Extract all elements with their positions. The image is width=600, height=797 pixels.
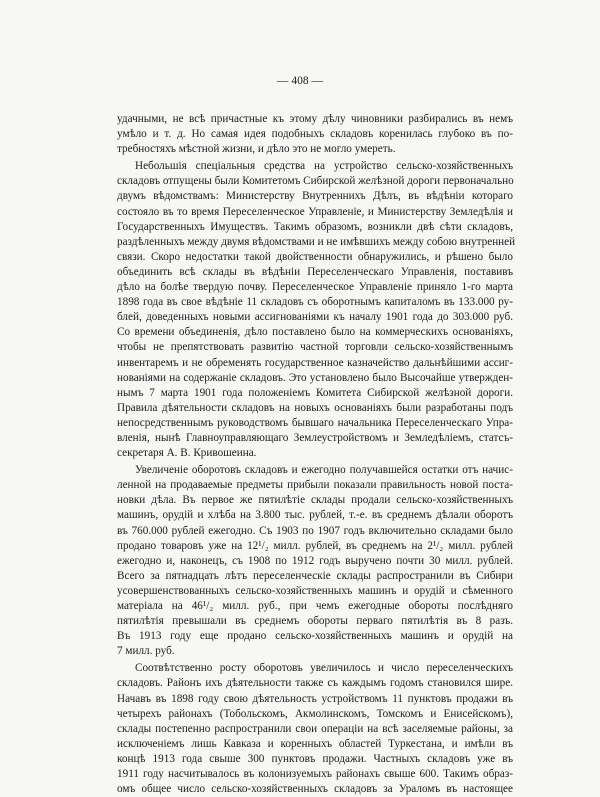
paragraph [117,112,513,157]
text-line: нованіями на содержаніе складовъ. Это установлено было Высочайше утвержден- [117,371,513,384]
text-line: Небольшія спеціальныя средства на устройство сельско-хозяйственныхъ [135,160,513,173]
paragraph [117,159,516,461]
text-line: непосредственнымъ руководствомъ бывшаго начальника Переселенческаго Упра- [117,416,513,429]
text-line: машинъ, орудій и хлѣба на 3.800 тыс. рублей, т.-е. въ среднемъ дѣлали оборотъ [117,509,513,522]
text-line: требностяхъ мѣстной жизни, и дѣло это не могло умереть. [117,143,396,156]
paragraph [117,463,513,659]
text-line: усовершенствованныхъ сельско-хозяйственныхъ машинъ и орудій и сѣменного [117,584,513,597]
text-line: новки дѣла. Въ первое же пятилѣтіе склады продали сельско-хозяйственныхъ [117,494,513,507]
text-line: продано товаровъ уже на 12¹/₂ милл. рублей, въ среднемъ на 2¹/₂ милл. рублей [117,539,513,552]
text-line: чтобы не препятствовать развитію частной торговли сельско-хозяйственнымъ [117,341,513,354]
text-line: связи. Скоро недостатки такой двойственности обнаружились, и рѣшено было [117,250,513,263]
text-line: 1911 году насчитывалось въ колонизуемыхъ районахъ свыше 600. Такимъ образ- [117,768,513,781]
text-line: въ 760.000 рублей ежегодно. Съ 1903 по 1907 годъ включительно складами было [117,524,513,537]
text-line: нымъ 7 марта 1901 года положеніемъ Комитета Сибирской желѣзной дороги. [117,386,513,399]
text-line: ежегодно и, наконецъ, съ 1908 по 1912 годъ выручено почти 30 милл. рублей. [117,554,513,567]
text-line: четырехъ районахъ (Тобольскомъ, Акмолинскомъ, Томскомъ и Енисейскомъ), [117,707,513,720]
text-line: умѣло и т. д. Но самая идея подобныхъ складовъ коренилась глубоко въ по- [117,128,513,141]
text-line: пятилѣтія превышали въ среднемъ обороты перваго пятилѣтія въ 8 разъ. [117,615,513,628]
text-line: состояло въ то время Переселенческое Управленіе, и Министерству Земледѣлія и [117,205,513,218]
text-line: вленія, нынѣ Главноуправляющаго Землеустройствомъ и Земледѣліемъ, статсъ- [117,431,513,444]
page-number-header: — 408 — [277,75,323,87]
text-line: матеріала на 46¹/₂ милл. руб., при чемъ ежегодные обороты послѣдняго [117,600,513,612]
text-line: секретаря А. В. Кривошеина. [117,447,257,460]
text-line: блей, доведенныхъ новыми ассигнованіями къ началу 1901 года до 303.000 руб. [117,311,513,324]
text-line: дѣло на болѣе твердую почву. Переселенческое Управленіе приняло 1-го марта [117,281,513,294]
text-line: Государственныхъ Имуществъ. Такимъ образомъ, возникли двѣ сѣти складовъ, [117,220,513,233]
text-line: ленной на продаваемые предметы прибыли показали правильность новой поста- [117,479,513,492]
text-line: склады постепенно распространили свои операціи на всѣ заселяемые районы, за [117,722,513,735]
text-line: складовъ отпущены были Комитетомъ Сибирской желѣзной дороги первоначально [117,175,514,188]
text-line: объединить всѣ склады въ вѣдѣніи Переселенческаго Управленія, поставивъ [117,265,513,278]
text-line: Въ 1913 году еще продано сельско-хозяйственныхъ машинъ и орудій на [117,630,513,643]
text-line: Соотвѣтственно росту оборотовъ увеличилось и число переселенческихъ [135,662,513,675]
text-line: Начавъ въ 1898 году свою дѣятельность устройствомъ 11 пунктовъ продажи въ [117,692,513,705]
text-line: инвентаремъ и не обременять государственное казначейство дальнѣйшими ассиг- [117,356,513,369]
text-line: исключеніемъ лишь Кавказа и коренныхъ областей Туркестана, и имѣли въ [117,737,513,750]
text-line: омъ общее число сельско-хозяйственныхъ складовъ за Ураломъ въ настоящее [117,783,513,796]
text-line: двумъ вѣдомствамъ: Министерству Внутреннихъ Дѣлъ, въ вѣдѣніи котораго [117,190,513,203]
text-line: раздѣленныхъ между двумя вѣдомствами и не имѣвшихъ между собою внутренней [117,235,516,248]
paragraph [117,661,513,797]
text-line: Со времени объединенія, дѣло поставлено было на коммерческихъ основаніяхъ, [117,326,513,339]
text-line: складовъ. Районъ ихъ дѣятельности также съ каждымъ годомъ становился шире. [117,677,513,690]
body-text [117,112,516,797]
text-line: удачными, не всѣ причастные къ этому дѣлу чиновники разбирались въ немъ [117,113,513,125]
text-line: концѣ 1913 года свыше 300 пунктовъ продажи. Частныхъ складовъ уже въ [117,752,513,765]
text-line: Правила дѣятельности складовъ на новыхъ основаніяхъ были разработаны подъ [117,401,513,414]
text-line: 7 милл. руб. [117,645,175,658]
text-line: Всего за пятнадцать лѣтъ переселенческіе склады распространили въ Сибири [117,569,513,582]
text-line: Увеличеніе оборотовъ складовъ и ежегодно получавшейся остатки отъ начис- [135,464,513,477]
text-line: 1898 года въ свое вѣдѣніе 11 складовъ съ оборотнымъ капиталомъ въ 133.000 ру- [117,296,513,309]
